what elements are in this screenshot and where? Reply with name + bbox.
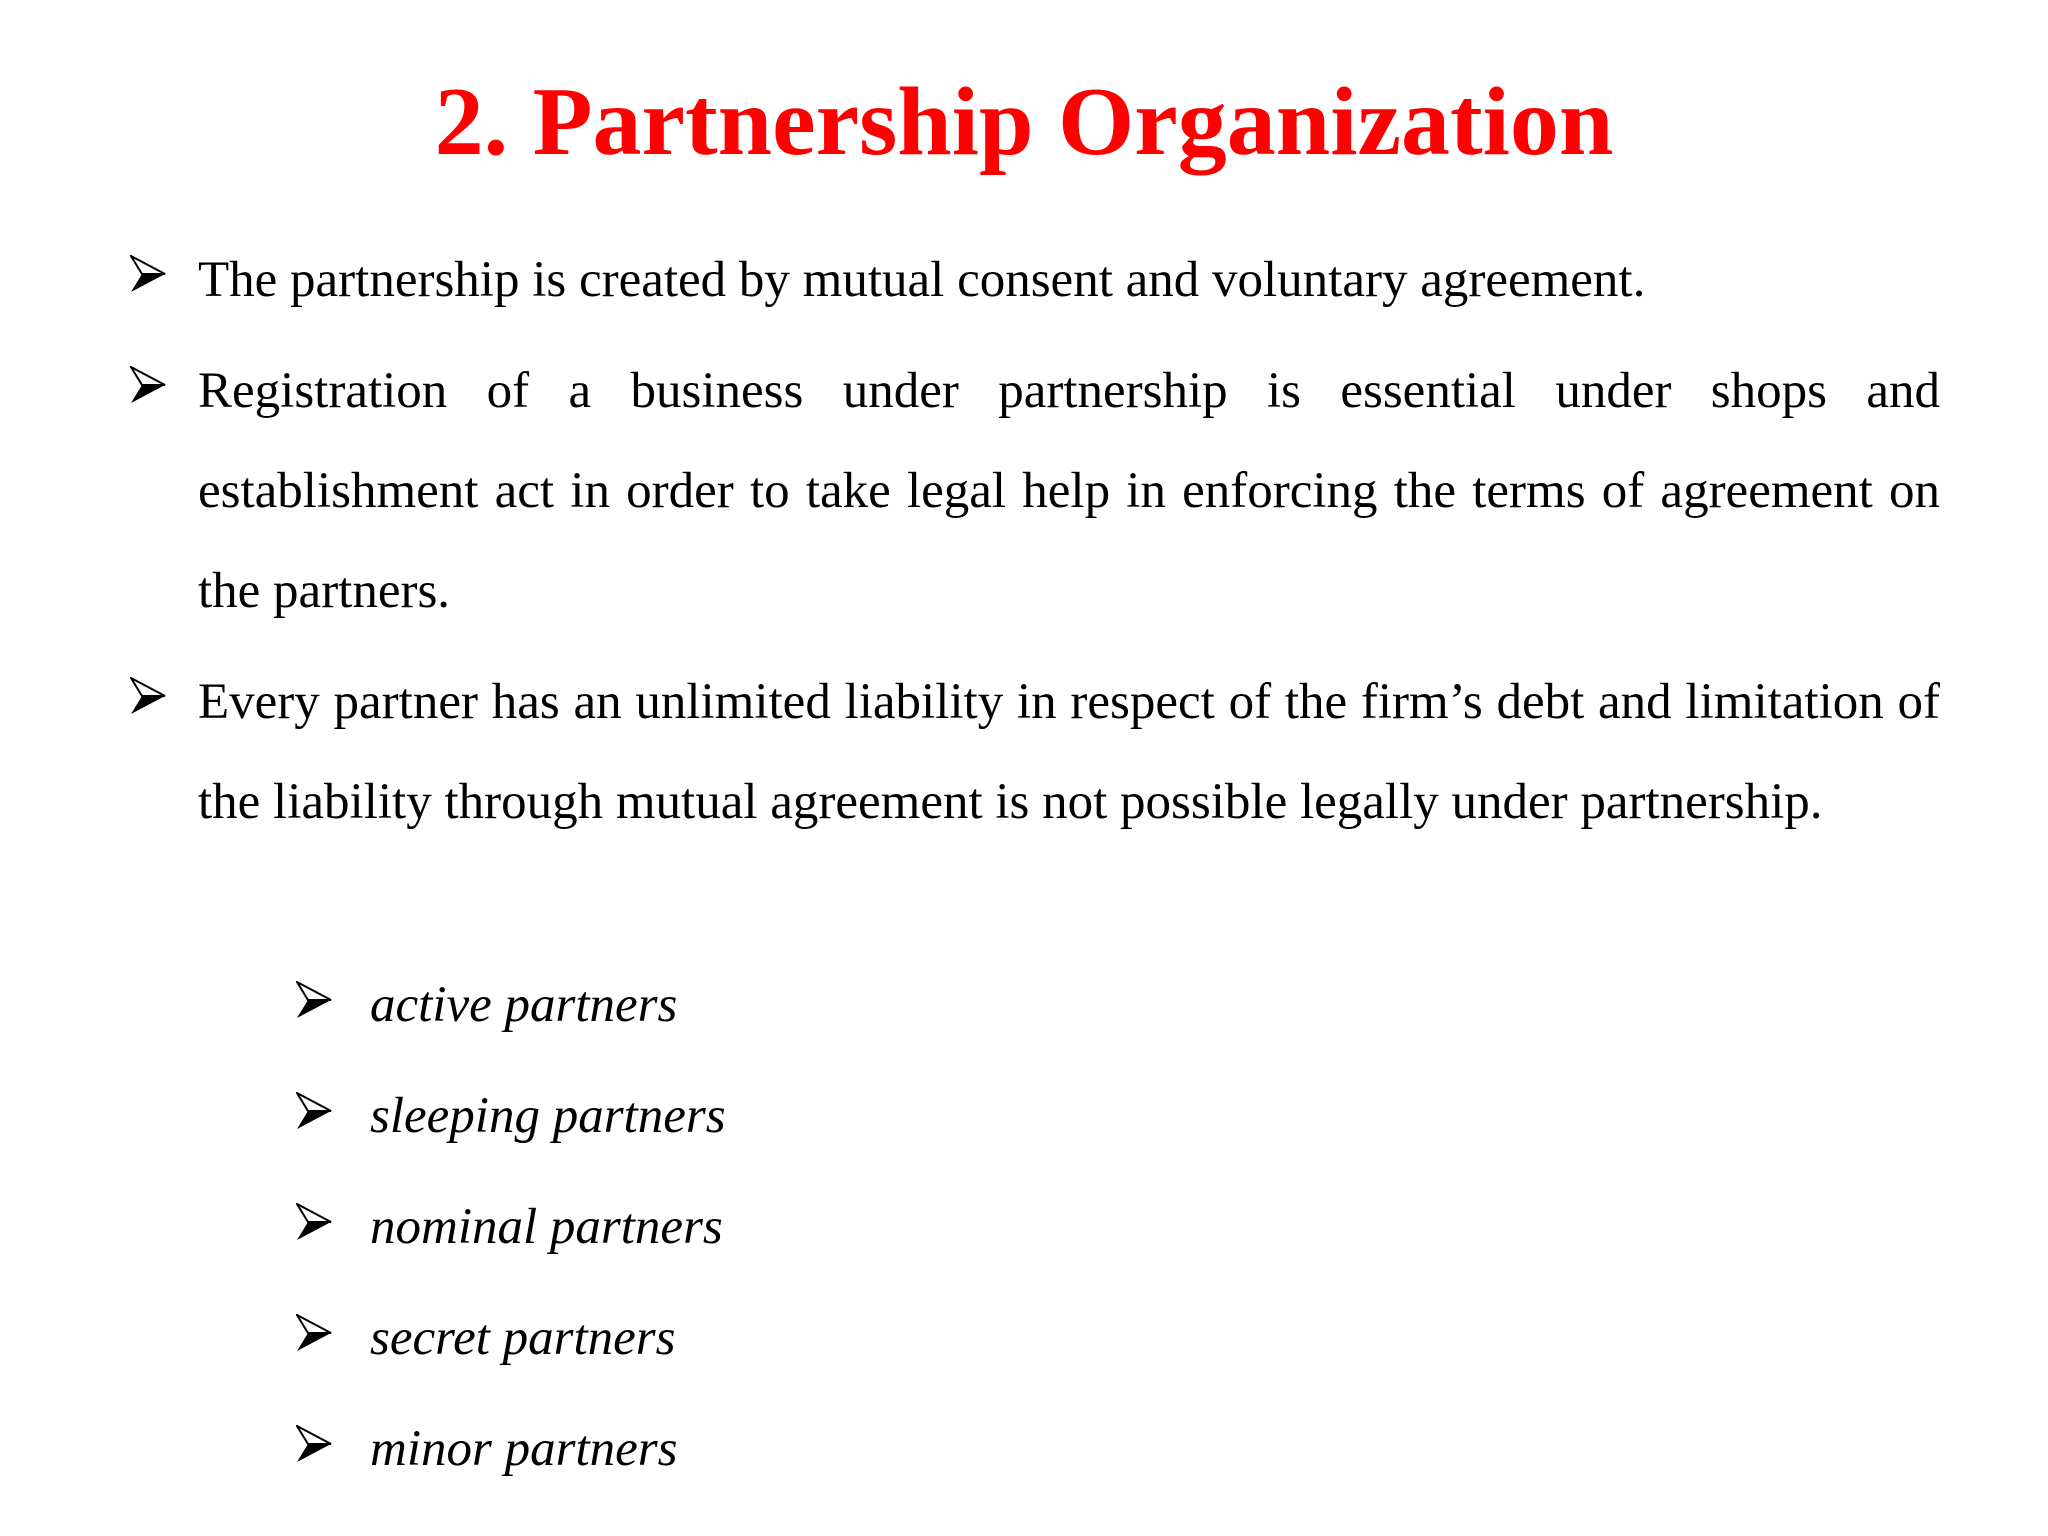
arrowhead-bullet-icon bbox=[296, 981, 332, 1019]
arrowhead-bullet-icon bbox=[296, 1203, 332, 1241]
main-bullet-list bbox=[130, 230, 1940, 863]
partner-type-text: sleeping partners bbox=[370, 1088, 726, 1144]
arrowhead-bullet-icon bbox=[130, 255, 166, 293]
bullet-text: Registration of a business under partnership is essential under shops and establishment act in order to take legal help in enforcing the terms of agreement on the partners. bbox=[198, 363, 1940, 619]
bullet-item-liability bbox=[130, 652, 1940, 852]
partner-type-item bbox=[296, 1283, 726, 1394]
bullet-text: The partnership is created by mutual consent and voluntary agreement. bbox=[198, 252, 1646, 308]
partner-type-text: active partners bbox=[370, 977, 678, 1033]
arrowhead-bullet-icon bbox=[296, 1425, 332, 1463]
partner-type-item bbox=[296, 1394, 726, 1505]
partner-type-item bbox=[296, 1172, 726, 1283]
arrowhead-bullet-icon bbox=[130, 677, 166, 715]
slide-title: 2. Partnership Organization bbox=[434, 68, 1614, 176]
partner-type-item bbox=[296, 1061, 726, 1172]
partner-type-text: minor partners bbox=[370, 1421, 678, 1477]
bullet-item-registration bbox=[130, 341, 1940, 641]
partner-type-item bbox=[296, 950, 726, 1061]
partner-types-list bbox=[296, 950, 726, 1505]
bullet-text: Every partner has an unlimited liability in respect of the firm’s debt and limitation of the liability through mutual agreement is not possible legally under partnership. bbox=[198, 674, 1940, 830]
partner-type-text: secret partners bbox=[370, 1310, 676, 1366]
arrowhead-bullet-icon bbox=[296, 1314, 332, 1352]
arrowhead-bullet-icon bbox=[130, 366, 166, 404]
partner-type-text: nominal partners bbox=[370, 1199, 723, 1255]
arrowhead-bullet-icon bbox=[296, 1092, 332, 1130]
bullet-item-consent bbox=[130, 230, 1940, 330]
